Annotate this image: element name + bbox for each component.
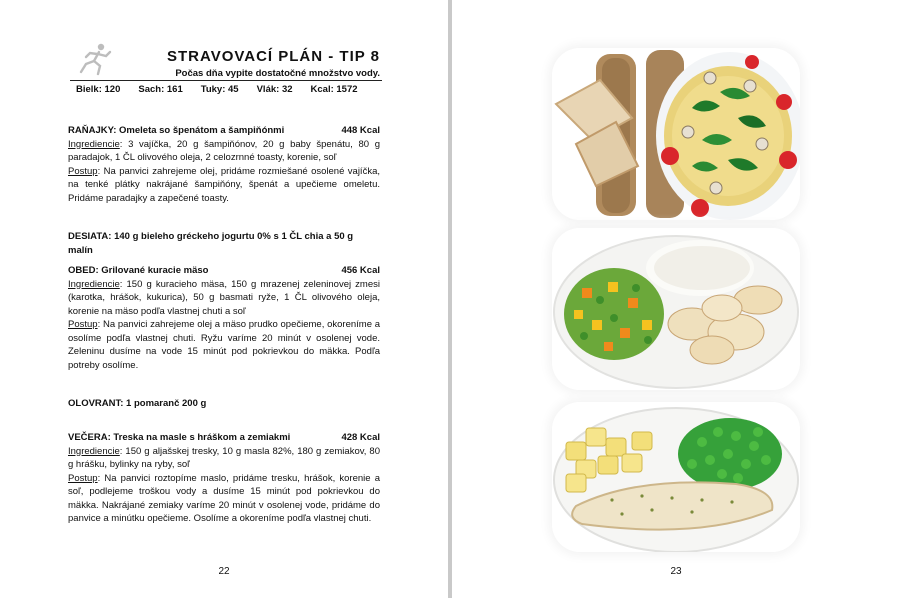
method-label: Postup bbox=[68, 165, 98, 177]
method-text: : Na panvici zahrejeme olej, pridáme rozmiešané osolené vajíčka, na tenké plátky nakrájané šampiňóny, špenát a upečieme omeletu. Pridáme paradajky a zapečené toasty. bbox=[68, 165, 380, 204]
macro-carbs: Sach: 161 bbox=[138, 84, 183, 95]
macro-fiber: Vlák: 32 bbox=[256, 84, 293, 95]
ingredients-text: : 150 g kuracieho mäsa, 150 g mrazenej zeleninovej zmesi (karotka, hrášok, kukurica), 50 g basmati ryže, 1 ČL olivového oleja, korenie na mäso podľa vlastnej chuti a soľ bbox=[68, 278, 380, 317]
breakfast-heading bbox=[68, 124, 380, 138]
lunch-title: OBED: Grilované kuracie mäso bbox=[68, 265, 209, 276]
ingredients-text: : 3 vajíčka, 20 g šampiňónov, 20 g baby špenátu, 80 g paradajok, 1 ČL olivového oleja, 2 celozrnné toasty, korenie, soľ bbox=[68, 138, 380, 163]
lunch-heading bbox=[68, 264, 380, 278]
dinner-heading bbox=[68, 431, 380, 445]
breakfast-kcal: 448 Kcal bbox=[341, 125, 380, 136]
snack2-section: OLOVRANT: 1 pomaranč 200 g bbox=[68, 398, 207, 409]
dinner-method bbox=[68, 472, 380, 526]
page-number-right: 23 bbox=[670, 566, 682, 577]
title-divider bbox=[70, 80, 382, 81]
method-label: Postup bbox=[68, 472, 98, 484]
ingredients-text: : 150 g aljašskej tresky, 10 g masla 82%, 180 g zemiakov, 80 g hrášku, bylinky na ryby, soľ bbox=[68, 445, 380, 470]
ingredients-label: Ingrediencie bbox=[68, 278, 120, 290]
omelette-illustration bbox=[552, 48, 800, 220]
omelette-photo bbox=[552, 48, 800, 220]
dinner-section bbox=[68, 431, 380, 526]
breakfast-method bbox=[68, 165, 380, 206]
page-number-left: 22 bbox=[218, 566, 230, 577]
lunch-method bbox=[68, 318, 380, 372]
method-text: : Na panvici zahrejeme olej a mäso prudko opečieme, okoreníme a osolíme podľa vlastnej chuti. Ryžu varíme 20 minút v osolenej vode. Zeleninu dusíme na vode 15 minút pod pokrievkou do mäkka. Podľa potreby osolíme. bbox=[68, 319, 380, 371]
ingredients-label: Ingrediencie bbox=[68, 138, 120, 150]
lunch-kcal: 456 Kcal bbox=[341, 265, 380, 276]
ingredients-label: Ingrediencie bbox=[68, 445, 120, 457]
breakfast-ingredients bbox=[68, 138, 380, 165]
page-subtitle: Počas dňa vypite dostatočné množstvo vody. bbox=[175, 68, 380, 79]
lunch-ingredients bbox=[68, 278, 380, 319]
method-label: Postup bbox=[68, 319, 98, 330]
chicken-illustration bbox=[552, 228, 800, 390]
cod-photo bbox=[552, 402, 800, 552]
macro-kcal: Kcal: 1572 bbox=[310, 84, 358, 95]
runner-icon bbox=[76, 42, 116, 76]
lunch-section bbox=[68, 264, 380, 372]
left-page bbox=[0, 0, 448, 598]
right-page bbox=[452, 0, 900, 598]
dinner-title: VEČERA: Treska na masle s hráškom a zemiakmi bbox=[68, 432, 291, 443]
macro-protein: Bielk: 120 bbox=[76, 84, 121, 95]
chicken-photo bbox=[552, 228, 800, 390]
snack-section: DESIATA: 140 g bieleho gréckeho jogurtu 0% s 1 ČL chia a 50 g malín bbox=[68, 231, 354, 256]
dinner-ingredients bbox=[68, 445, 380, 472]
page-title: STRAVOVACÍ PLÁN - TIP 8 bbox=[166, 48, 380, 65]
method-text: : Na panvici roztopíme maslo, pridáme tresku, hrášok, korenie a soľ, podlejeme troškou vody a dusíme 15 minút pod pokrievkou do mäkka. Nakrájané zemiaky varíme 20 minút v osolenej vode, pridáme do panvice a minútku opečieme. Osolíme a okoreníme podľa vlastnej chuti. bbox=[68, 472, 380, 524]
cod-illustration bbox=[552, 402, 800, 552]
macros-row bbox=[76, 84, 386, 95]
breakfast-section bbox=[68, 124, 380, 205]
breakfast-title: RAŇAJKY: Omeleta so špenátom a šampiňónmi bbox=[68, 125, 285, 136]
dinner-kcal: 428 Kcal bbox=[341, 432, 380, 443]
macro-fat: Tuky: 45 bbox=[200, 84, 239, 95]
